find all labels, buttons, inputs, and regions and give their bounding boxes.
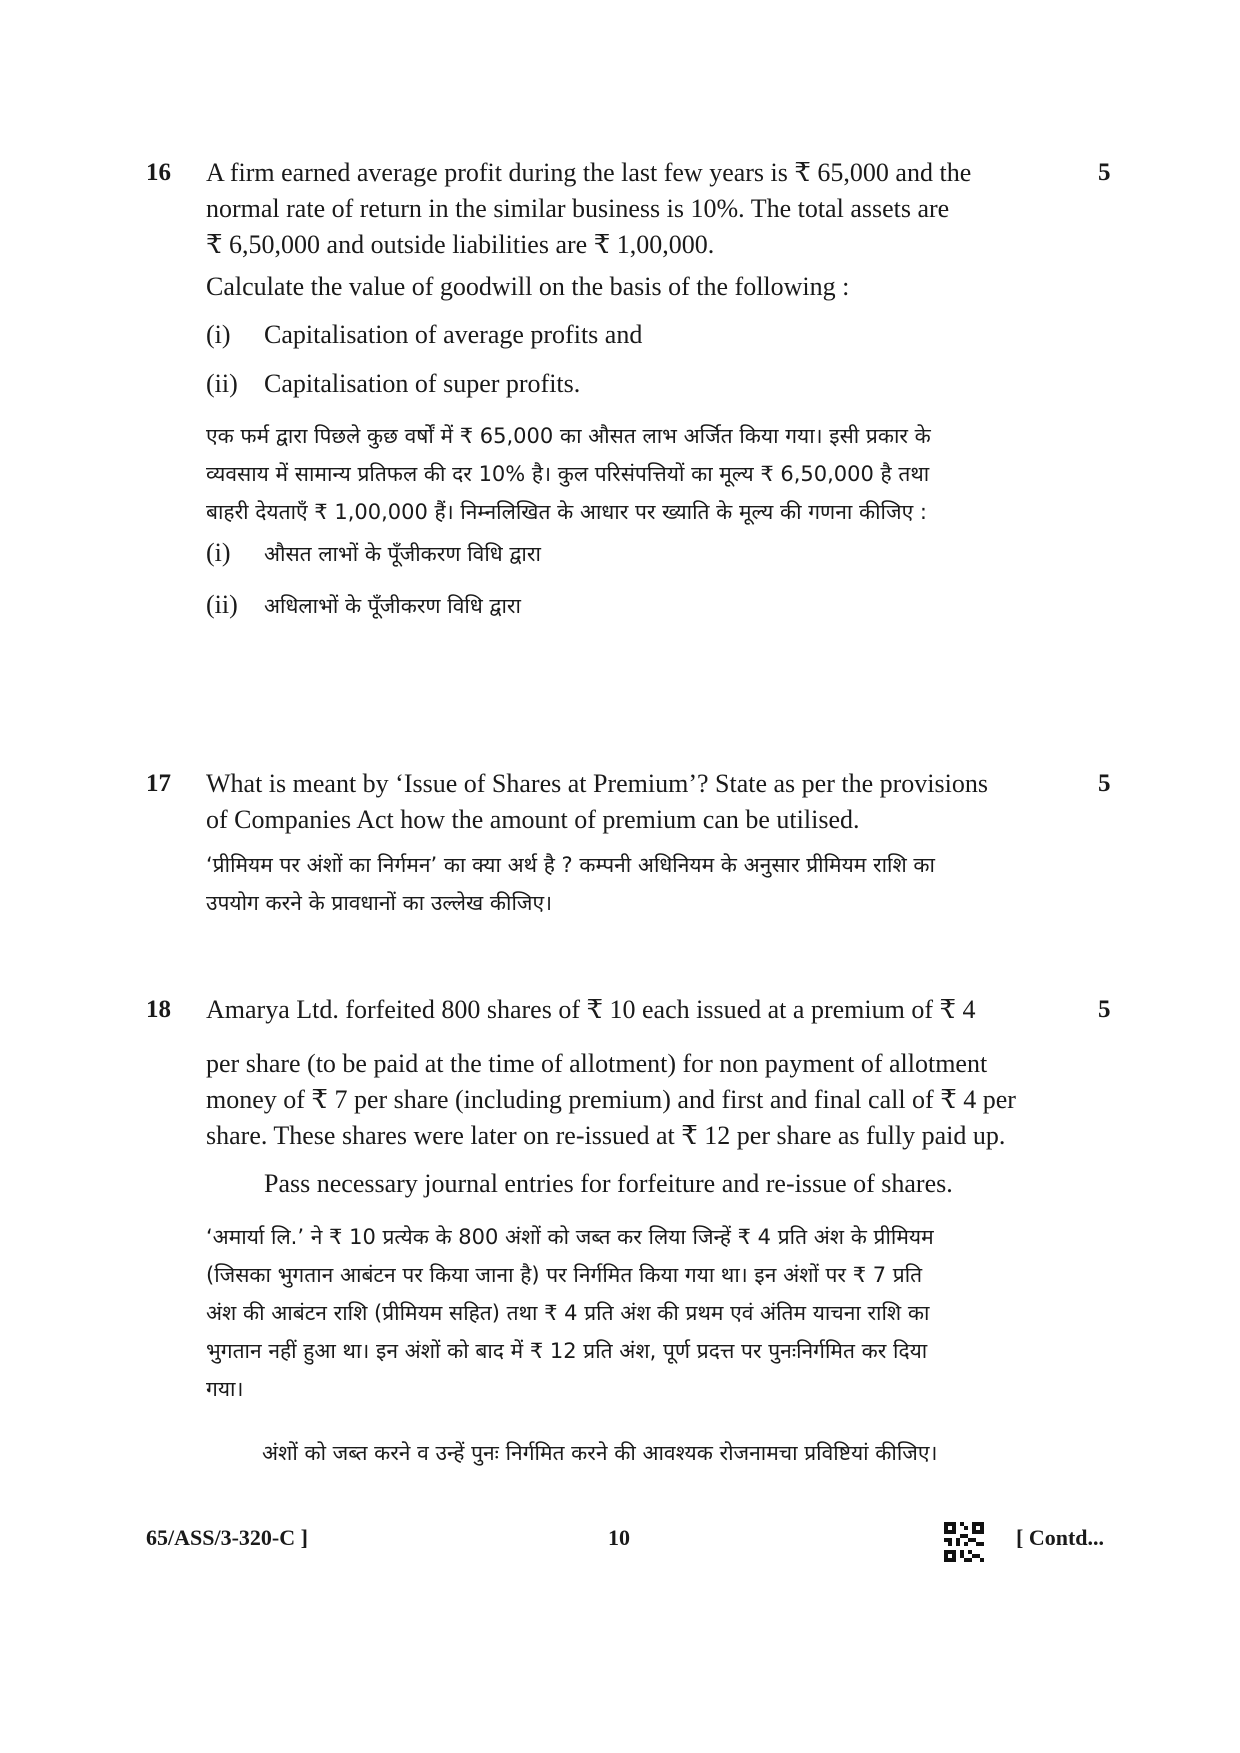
question-first-line: Amarya Ltd. forfeited 800 shares of ₹ 10 each issued at a premium of ₹ 4 bbox=[206, 995, 976, 1024]
item-marker: (i) bbox=[206, 538, 231, 567]
text-line: normal rate of return in the similar business is 10%. The total assets are bbox=[206, 194, 950, 223]
instruction-english: Pass necessary journal entries for forfeiture and re-issue of shares. bbox=[264, 1169, 953, 1198]
instruction-hindi: अंशों को जब्त करने व उन्हें पुनः निर्गमित करने की आवश्यक रोजनामचा प्रविष्टियां कीजिए। bbox=[262, 1441, 938, 1465]
text-line: अंश की आबंटन राशि (प्रीमियम सहित) तथा ₹ 4 प्रति अंश की प्रथम एवं अंतिम याचना राशि का bbox=[206, 1301, 930, 1325]
text-line: of Companies Act how the amount of premium can be utilised. bbox=[206, 805, 860, 834]
text-line: per share (to be paid at the time of allotment) for non payment of allotment bbox=[206, 1049, 988, 1078]
question-number: 18 bbox=[146, 996, 171, 1023]
question-marks: 5 bbox=[1098, 770, 1111, 797]
question-marks: 5 bbox=[1098, 996, 1111, 1023]
item-text: Capitalisation of average profits and bbox=[264, 320, 643, 349]
text-line: share. These shares were later on re-issued at ₹ 12 per share as fully paid up. bbox=[206, 1121, 1006, 1150]
list-item bbox=[206, 317, 642, 353]
question-marks: 5 bbox=[1098, 159, 1111, 186]
text-line: व्यवसाय में सामान्य प्रतिफल की दर 10% है। कुल परिसंपत्तियों का मूल्य ₹ 6,50,000 है तथा bbox=[206, 462, 930, 486]
text-line: money of ₹ 7 per share (including premium) and first and final call of ₹ 4 per bbox=[206, 1085, 1016, 1114]
question-number: 17 bbox=[146, 770, 171, 797]
item-marker: (ii) bbox=[206, 590, 238, 619]
text-line: A firm earned average profit during the last few years is ₹ 65,000 and the bbox=[206, 158, 972, 187]
text-line: गया। bbox=[206, 1377, 244, 1401]
continued-label: [ Contd... bbox=[1016, 1525, 1105, 1550]
text-line: एक फर्म द्वारा पिछले कुछ वर्षों में ₹ 65,000 का औसत लाभ अर्जित किया गया। इसी प्रकार के bbox=[206, 424, 931, 448]
question-text-english bbox=[206, 1046, 1062, 1154]
page-footer bbox=[0, 1520, 1240, 1570]
text-line: भुगतान नहीं हुआ था। इन अंशों को बाद में ₹ 12 प्रति अंश, पूर्ण प्रदत्त पर पुनःनिर्गमित कर दिया bbox=[206, 1339, 928, 1363]
question-text-english bbox=[206, 766, 1062, 838]
question-text-hindi bbox=[206, 846, 1062, 922]
item-text: Capitalisation of super profits. bbox=[264, 369, 581, 398]
qr-code-icon bbox=[944, 1522, 984, 1562]
item-marker: (i) bbox=[206, 320, 231, 349]
question-number: 16 bbox=[146, 159, 171, 186]
item-marker: (ii) bbox=[206, 369, 238, 398]
text-line: बाहरी देयताएँ ₹ 1,00,000 हैं। निम्नलिखित के आधार पर ख्याति के मूल्य की गणना कीजिए : bbox=[206, 500, 927, 524]
list-item bbox=[206, 535, 541, 572]
text-line: ₹ 6,50,000 and outside liabilities are ₹ 1,00,000. bbox=[206, 230, 715, 259]
list-item bbox=[206, 366, 580, 402]
paper-code: 65/ASS/3-320-C ] bbox=[146, 1525, 308, 1550]
page-number: 10 bbox=[608, 1525, 630, 1550]
text-line: What is meant by ‘Issue of Shares at Premium’? State as per the provisions bbox=[206, 769, 988, 798]
question-text-hindi bbox=[206, 417, 1062, 531]
question-text-english bbox=[206, 155, 1062, 263]
question-text-hindi bbox=[206, 1218, 1062, 1408]
item-text: अधिलाभों के पूँजीकरण विधि द्वारा bbox=[264, 594, 521, 618]
text-line: (जिसका भुगतान आबंटन पर किया जाना है) पर निर्गमित किया गया था। इन अंशों पर ₹ 7 प्रति bbox=[206, 1263, 923, 1287]
text-line: उपयोग करने के प्रावधानों का उल्लेख कीजिए। bbox=[206, 891, 553, 915]
list-item bbox=[206, 587, 521, 624]
instruction-english: Calculate the value of goodwill on the basis of the following : bbox=[206, 272, 850, 301]
text-line: ‘प्रीमियम पर अंशों का निर्गमन’ का क्या अर्थ है ? कम्पनी अधिनियम के अनुसार प्रीमियम राशि का bbox=[206, 853, 936, 877]
text-line: ‘अमार्या लि.’ ने ₹ 10 प्रत्येक के 800 अंशों को जब्त कर लिया जिन्हें ₹ 4 प्रति अंश के प्रीमियम bbox=[206, 1225, 934, 1249]
item-text: औसत लाभों के पूँजीकरण विधि द्वारा bbox=[264, 542, 541, 566]
